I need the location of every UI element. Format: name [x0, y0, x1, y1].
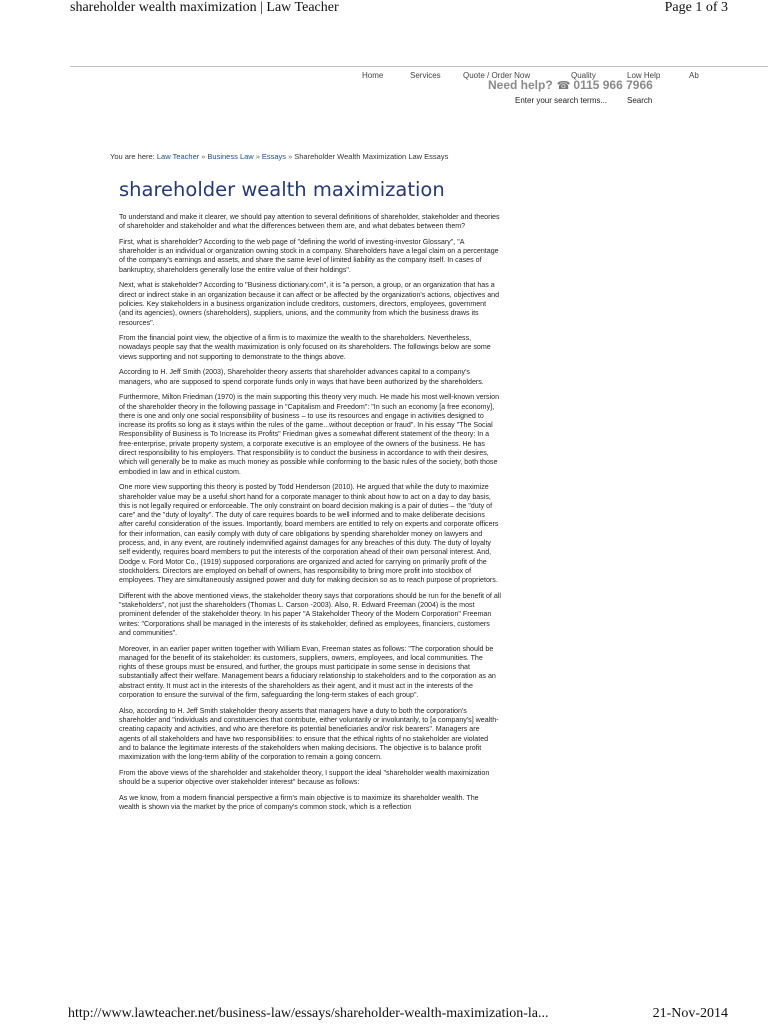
header-divider	[70, 66, 768, 67]
nav-item-help[interactable]: Low Help	[627, 71, 661, 80]
breadcrumb-separator: »	[255, 152, 260, 161]
print-header	[70, 0, 728, 20]
paragraph: First, what is shareholder? According to the web page of "defining the world of investing-investor Glossary", "A shareholder is an individual or organization owning stock in a company. Shareholders have a legal claim on a percentage of the company's earnings and assets, and share the same level of limited liability as the company itself. In cases of bankruptcy, shareholders generally lose the entire value of their holdings".	[119, 237, 499, 274]
breadcrumb-essays[interactable]: Essays	[261, 152, 287, 161]
print-footer-date: 21-Nov-2014	[652, 1006, 728, 1021]
paragraph: According to H. Jeff Smith (2003), Shareholder theory asserts that shareholder advances capital to a company's managers, who are supposed to spend corporate funds only in ways that have been authorized by the shareholders.	[119, 368, 484, 386]
nav-item-quote-order[interactable]: Quote / Order Now	[463, 71, 531, 80]
help-phone-number[interactable]: 0115 966 7966	[573, 78, 653, 92]
paragraph: Moreover, in an earlier paper written together with William Evan, Freeman states as follows: "The corporation should be managed for the benefit of its stakeholder: its customers, suppliers, owners, employees, and local communities. The rights of these groups must be ensured, and further, the groups must participate in some sense in decisions that substantially affect their welfare. Management bears a fiduciary relationship to stakeholders and to the corporation as an abstract entity. It must act in the interests of the shareholders as their agent, and it must act in the interests of the corporation to ensure the survival of the firm, safeguarding the long-term stakes of each group".	[119, 644, 496, 700]
print-header-title: shareholder wealth maximization | Law Teacher	[70, 0, 339, 15]
breadcrumb-law-teacher[interactable]: Law Teacher	[156, 152, 200, 161]
paragraph: Different with the above mentioned views, the stakeholder theory says that corporations should be run for the benefit of all "stakeholders", not just the shareholders (Thomas L. Carson -2003). Also, R. Edward Freeman (2004) is the most prominent defender of the stakeholder theory. In his paper "A Stakeholder Theory of the Modern Corporation" Freeman writes: "Corporations shall be managed in the interests of its stakeholder, defined as employees, financiers, customers and communities".	[119, 591, 501, 637]
article-body	[119, 213, 501, 949]
article-title: shareholder wealth maximization	[119, 178, 445, 201]
breadcrumb-current: Shareholder Wealth Maximization Law Essays	[294, 152, 449, 161]
paragraph: As we know, from a modern financial perspective a firm's main objective is to maximize its shareholder wealth. The wealth is shown via the market by the price of company's common stock, which is a reflection	[119, 793, 479, 811]
breadcrumb-separator: »	[201, 152, 206, 161]
search-button[interactable]: Search	[627, 96, 653, 105]
paragraph: One more view supporting this theory is posted by Todd Henderson (2010). He argued that while the duty to maximize shareholder value may be a useful short hand for a corporate manager to think about how to act on a day to day basis, this is not legally required or enforceable. The only constraint on board decision making is a pair of duties – the "duty of care" and the "duty of loyalty". The duty of care requires boards to be well informed and to make deliberate decisions after careful consideration of the issues. Importantly, board members are entitled to rely on experts and corporate officers for their information, can easily comply with duty of care obligations by spending shareholder money on lawyers and process, and, in any event, are routinely indemnified against damages for any breaches of this duty. The duty of loyalty self evidently, requires board members to put the interests of the corporation ahead of their own personal interest. And, Dodge v. Ford Motor Co., (1919) supposed corporations are organized and acted for carrying on primarily profit of the stockholders. Directors are employed on behalf of owners, has responsibility to bring more profit into stockbox of employees. They are simultaneously assigned power and duty for making decision so as to reach purpose of proprietors.	[119, 483, 499, 585]
print-page-number: Page 1 of 3	[664, 0, 728, 15]
nav-item-home[interactable]: Home	[362, 71, 384, 80]
site-search	[515, 96, 653, 105]
paragraph: From the above views of the shareholder and stakeholder theory, I support the ideal "shareholder wealth maximization should be a superior objective over stakeholder interest" because as follows:	[119, 768, 490, 786]
need-help-label: Need help?	[488, 78, 553, 92]
breadcrumb	[110, 152, 448, 161]
paragraph: From the financial point view, the objective of a firm is to maximize the wealth to the shareholders. Nevertheless, nowadays people say that the wealth maximization is only focused on its shareholders. The followings below are some views supporting and not supporting to demonstrate to the things above.	[119, 334, 491, 361]
print-footer	[68, 1006, 728, 1024]
breadcrumb-business-law[interactable]: Business Law	[207, 152, 254, 161]
phone-icon: ☎	[556, 80, 571, 92]
paragraph: Furthermore, Milton Friedman (1970) is the main supporting this theory very much. He made his most well-known version of the shareholder theory in the following passage in "Capitalism and Freedom": "In such an economy [a free economy], there is one and only one social responsibility of business – to use its resources and engage in activities designed to increase its profits so long as it stays within the rules of the game...without deception or fraud". In his essay "The Social Responsibility of Business is To Increase its Profits" Friedman gives a somewhat different statement of the theory: In a free-enterprise, private property system, a corporate executive is an employee of the owners of the business. He has direct responsibility to his employers. That responsibility is to conduct the business in accordance to with their desires, which will generally be to make as much money as possible while conforming to the basic rules of the society, both those embodied in law and in ethical custom.	[119, 393, 500, 476]
nav-item-quality[interactable]: Quality	[571, 71, 596, 80]
breadcrumb-separator: »	[288, 152, 293, 161]
paragraph: Also, according to H. Jeff Smith stakeholder theory asserts that managers have a duty to both the corporation's shareholder and "individuals and constituencies that contribute, either voluntarily or involuntarily, to [a company's] wealth-creating capacity and activities, and who are therefore its potential beneficiaries and/or risk bearers". Managers are agents of all stakeholders and have two responsibilities: to ensure that the ethical rights of no stakeholder are violated and to balance the legitimate interests of the stakeholders when making decisions. The objective is to balance profit maximization with the long-term ability of the corporation to remain a going concern.	[119, 706, 499, 762]
nav-item-services[interactable]: Services	[410, 71, 441, 80]
paragraph: Next, what is stakeholder? According to "Business dictionary.com", it is "a person, a group, or an organization that has a direct or indirect stake in an organization because it can affect or be affected by the organization's actions, objectives and policies. Key stakeholders in a business organization include creditors, customers, directors, employees, government (and its agencies), owners (shareholders), suppliers, unions, and the community from which the business draws its resources".	[119, 281, 500, 327]
search-input[interactable]: Enter your search terms...	[515, 96, 608, 105]
paragraph: To understand and make it clearer, we should pay attention to several definitions of shareholder, stakeholder and theories of shareholder and stakeholder and what the differences between them are, and what debates between them?	[119, 213, 500, 231]
need-help	[488, 78, 653, 92]
print-footer-url: http://www.lawteacher.net/business-law/essays/shareholder-wealth-maximization-la...	[68, 1006, 549, 1021]
nav-item-about[interactable]: Ab	[689, 71, 699, 80]
breadcrumb-prefix: You are here:	[110, 152, 155, 161]
